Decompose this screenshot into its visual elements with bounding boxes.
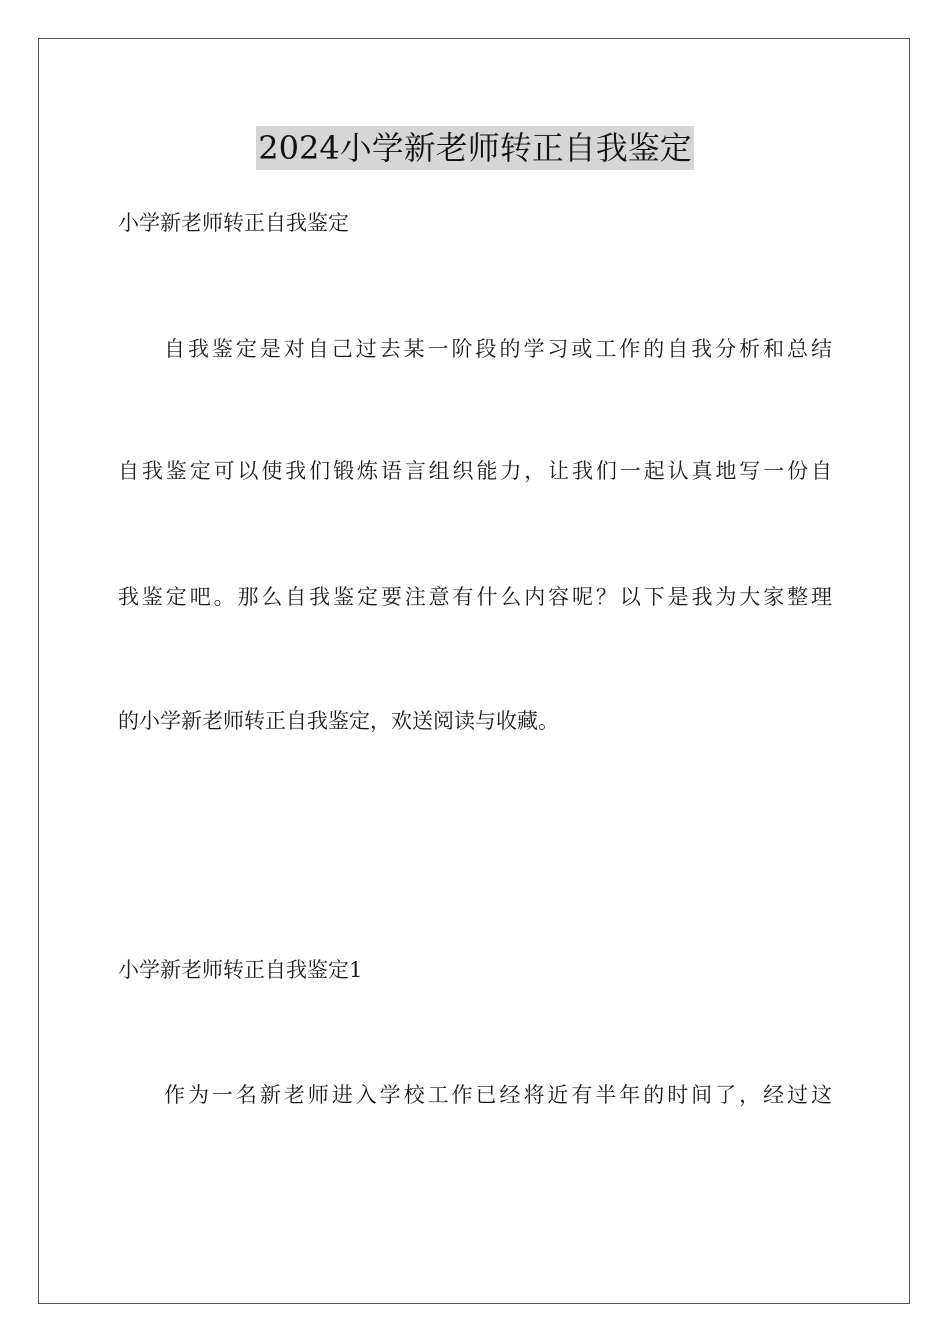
section-heading: 小学新老师转正自我鉴定1 [118, 958, 363, 982]
paragraph-line: 作为一名新老师进入学校工作已经将近有半年的时间了，经过这 [164, 1083, 832, 1107]
title-container [0, 126, 950, 170]
document-title: 2024小学新老师转正自我鉴定 [256, 126, 693, 170]
document-subtitle: 小学新老师转正自我鉴定 [118, 211, 349, 235]
paragraph-line: 我鉴定吧。那么自我鉴定要注意有什么内容呢？以下是我为大家整理 [118, 585, 832, 609]
paragraph-line: 自我鉴定是对自己过去某一阶段的学习或工作的自我分析和总结 [164, 337, 832, 361]
paragraph-line: 自我鉴定可以使我们锻炼语言组织能力，让我们一起认真地写一份自 [118, 459, 832, 483]
paragraph-line: 的小学新老师转正自我鉴定，欢送阅读与收藏。 [118, 709, 559, 733]
